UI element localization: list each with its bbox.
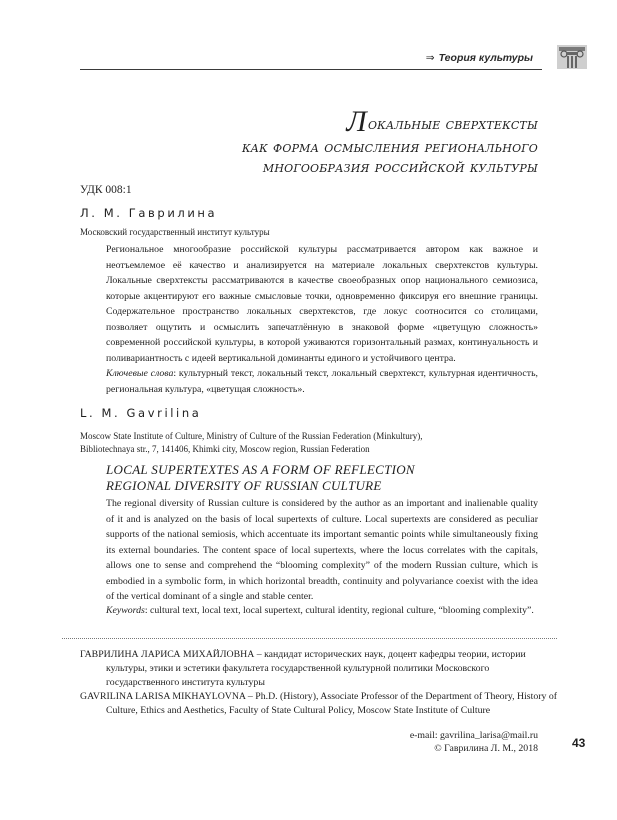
title-line-1-text: окальные сверхтексты [367,115,538,133]
affiliation-en-line-2: Bibliotechnaya str., 7, 141406, Khimki city, Moscow region, Russian Federation [80,444,370,454]
abstract-ru: Региональное многообразие российской культуры рассматривается автором как важное и неотъемлемое её качество и анализируется на материале локальных сверхтекстов культуры. Локальные сверхтексты рассматриваются в качестве своеобразных опор национального семиозиса, которые акцентируют его важные смысловые точки, одновременно фиксируя его внешние границы. Содержательное пространство локальных сверхтекстов, где локус соотносится со столицами, позволяет ощутить и осмыслить запечатлённую в знаковой форме «цветущую сложность» современной российской культуры, в которой уживаются горизонтальный размах, континуальность и поливариантность с идеей вертикальной доминанты единого и устойчивого центра. [106,244,538,364]
bio-ru: ГАВРИЛИНА ЛАРИСА МИХАЙЛОВНА – кандидат исторических наук, доцент кафедры теории, истории культуры, этики и эстетики факультета государственной культурной политики Московского государственного института культуры [80,649,526,688]
author-ru: Л. М. Гаврилина [80,206,218,220]
dotted-divider [62,638,557,639]
keywords-en-label: Keywords [106,605,145,616]
author-en: L. M. Gavrilina [80,406,202,420]
affiliation-ru: Московский государственный институт культуры [80,227,270,237]
column-capital-icon [556,44,588,70]
email: e-mail: gavrilina_larisa@mail.ru [409,730,538,741]
title-initial: Л [346,105,367,138]
affiliation-en-line-1: Moscow State Institute of Culture, Ministry of Culture of the Russian Federation (Minkultury), [80,431,423,441]
arrow-icon: ⇒ [425,52,435,64]
title-en-line-1: LOCAL SUPERTEXTES AS A FORM OF REFLECTION [106,462,415,477]
page-number: 43 [572,736,586,750]
header-rule [80,69,542,70]
section-label: Теория культуры [438,52,533,64]
keywords-ru-label: Ключевые слова [106,368,174,379]
title-line-3: многообразия российской культуры [262,158,538,176]
contact-block [410,730,538,755]
title-line-1 [120,105,538,138]
title-line-2: как форма осмысления регионального [241,138,538,156]
section-title [426,52,533,64]
bio-en: GAVRILINA LARISA MIKHAYLOVNA – Ph.D. (History), Associate Professor of the Department of Theory, History of Culture, Ethics and Aesthetics, Faculty of State Cultural Policy, Moscow State Institute of Culture [80,691,558,716]
keywords-en [106,603,538,619]
udk-code: УДК 008:1 [80,184,132,196]
keywords-en-text: : cultural text, local text, local supertext, cultural identity, regional culture, “blooming complexity”. [144,605,534,616]
keywords-ru [106,366,538,397]
keywords-ru-text: : культурный текст, локальный текст, локальный сверхтекст, культурная идентичность, региональная культура, «цветущая сложность». [106,368,538,395]
abstract-en: The regional diversity of Russian culture is considered by the author as an important and inalienable quality of it and is analyzed on the basis of local supertexts of culture. Local supertexts are considered as peculiar supports of the national semiosis, which accentuate its important semantic points while simultaneously fixing its external boundaries. The content space of local supertexts, where the locus correlates with the capitals, allows one to sense and comprehend the “blooming complexity” of the modern Russian culture, which is embodied in a symbolic form, in which horizontal breadth, continuity and polyvariance coexist with the idea of the vertical dominant of a single and stable center. [106,498,538,602]
copyright: © Гаврилина Л. М., 2018 [434,742,538,754]
title-en-line-2: REGIONAL DIVERSITY OF RUSSIAN CULTURE [106,478,382,493]
